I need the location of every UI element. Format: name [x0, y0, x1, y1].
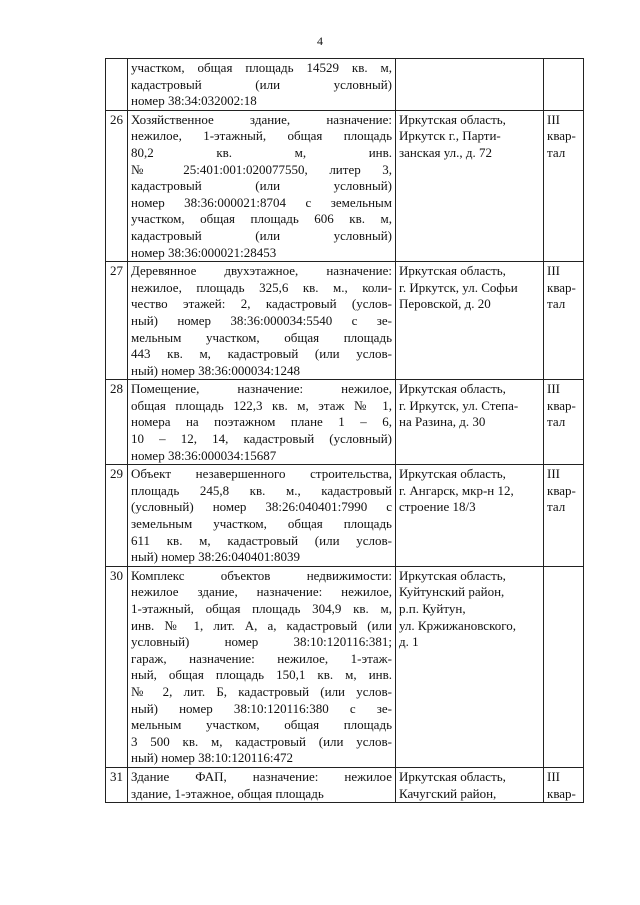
property-description [128, 59, 396, 111]
address-line: г. Иркутск, ул. Степа- [399, 397, 519, 413]
quarter-line: квар- [547, 279, 576, 295]
address-line: Иркутская область, [399, 567, 506, 583]
row-number: 31 [106, 767, 128, 802]
quarter-line: тал [547, 414, 566, 430]
description-line: Помещение, назначение: нежилое, [131, 381, 392, 397]
description-line: площадь 245,8 кв. м., кадастровый [131, 482, 392, 498]
description-line: 10 – 12, 14, кадастровый (условный) [131, 431, 392, 447]
address-line: Иркутская область, [399, 466, 506, 482]
quarter-line: квар- [547, 785, 576, 801]
property-table [105, 58, 584, 803]
sale-quarter [544, 59, 584, 111]
description-line: ный) номер 38:10:120116:472 [131, 750, 294, 766]
description-line: Объект незавершенного строительства, [131, 466, 392, 482]
quarter-line: квар- [547, 128, 576, 144]
table-row [106, 566, 584, 767]
property-address [396, 110, 544, 261]
description-line: кадастровый (или условный) [131, 227, 392, 243]
address-line: г. Ангарск, мкр-н 12, [399, 482, 514, 498]
description-line: ный) номер 38:10:120116:380 с зе- [131, 700, 392, 716]
description-line: Деревянное двухэтажное, назначение: [131, 263, 392, 279]
property-description [128, 767, 396, 802]
description-line: мельным участком, общая площадь [131, 717, 392, 733]
row-number: 27 [106, 262, 128, 380]
description-line: гараж, назначение: нежилое, 1-этаж- [131, 650, 392, 666]
description-line: инв. № 1, лит. А, а, кадастровый (или [131, 617, 392, 633]
address-line: Иркутская область, [399, 263, 506, 279]
address-line: занская ул., д. 72 [399, 144, 493, 160]
quarter-line: квар- [547, 482, 576, 498]
description-line: Здание ФАП, назначение: нежилое [131, 768, 392, 784]
description-line: номер 38:34:032002:18 [131, 93, 257, 109]
description-line: нежилое, 1-этажный, общая площадь [131, 128, 392, 144]
row-number [106, 59, 128, 111]
description-line: номера на поэтажном плане 1 – 6, [131, 414, 392, 430]
row-number: 30 [106, 566, 128, 767]
description-line: условный) номер 38:10:120116:381; [131, 634, 392, 650]
property-address [396, 59, 544, 111]
quarter-line: тал [547, 144, 566, 160]
address-line: Качугский район, [399, 785, 497, 801]
quarter-line: III [547, 381, 560, 397]
description-line: 611 кв. м, кадастровый (или услов- [131, 532, 392, 548]
property-description [128, 465, 396, 567]
address-line: р.п. Куйтун, [399, 601, 466, 616]
description-line: № 2, лит. Б, кадастровый (или услов- [131, 683, 392, 699]
quarter-line: III [547, 768, 560, 784]
quarter-line: тал [547, 499, 566, 515]
property-description [128, 262, 396, 380]
property-address [396, 380, 544, 465]
description-line: номер 38:36:000021:8704 с земельным [131, 194, 392, 210]
quarter-line: III [547, 466, 560, 482]
description-line: кадастровый (или условный) [131, 178, 392, 194]
description-line: Хозяйственное здание, назначение: [131, 111, 392, 127]
description-line: кадастровый (или условный) [131, 76, 392, 92]
address-line: Иркутск г., Парти- [399, 128, 501, 144]
description-line: 80,2 кв. м, инв. [131, 144, 392, 160]
description-line: нежилое, площадь 325,6 кв. м., коли- [131, 279, 392, 295]
table-row [106, 59, 584, 111]
quarter-line: III [547, 111, 560, 127]
description-line: участком, общая площадь 14529 кв. м, [131, 60, 392, 75]
description-line: ный) номер 38:36:000034:5540 с зе- [131, 312, 392, 328]
description-line: ный) номер 38:36:000034:1248 [131, 362, 301, 378]
property-description [128, 110, 396, 261]
description-line: чество этажей: 2, кадастровый (услов- [131, 296, 392, 312]
description-line: мельным участком, общая площадь [131, 329, 392, 345]
description-line: 443 кв. м, кадастровый (или услов- [131, 346, 392, 362]
address-line: Куйтунский район, [399, 584, 505, 600]
row-number: 29 [106, 465, 128, 567]
property-address [396, 566, 544, 767]
description-line: земельным участком, общая площадь [131, 516, 392, 532]
description-line: номер 38:36:000021:28453 [131, 244, 277, 260]
description-line: ный, общая площадь 150,1 кв. м, инв. [131, 667, 392, 683]
table-body [106, 59, 584, 803]
address-line: д. 1 [399, 634, 419, 650]
address-line: Иркутская область, [399, 381, 506, 397]
description-line: (условный) номер 38:26:040401:7990 с [131, 499, 392, 515]
row-number: 26 [106, 110, 128, 261]
address-line: на Разина, д. 30 [399, 414, 486, 430]
description-line: ный) номер 38:26:040401:8039 [131, 549, 301, 565]
description-line: нежилое здание, назначение: нежилое, [131, 584, 392, 600]
description-line: общая площадь 122,3 кв. м, этаж № 1, [131, 397, 392, 413]
property-address [396, 262, 544, 380]
description-line: 1-этажный, общая площадь 304,9 кв. м, [131, 601, 392, 616]
sale-quarter [544, 767, 584, 802]
table-row [106, 465, 584, 567]
table-row [106, 380, 584, 465]
address-line: строение 18/3 [399, 499, 476, 515]
property-address [396, 465, 544, 567]
address-line: Иркутская область, [399, 111, 506, 127]
sale-quarter [544, 566, 584, 767]
table-row [106, 262, 584, 380]
property-description [128, 566, 396, 767]
sale-quarter [544, 262, 584, 380]
description-line: 3 500 кв. м, кадастровый (или услов- [131, 733, 392, 749]
property-address [396, 767, 544, 802]
page-number: 4 [317, 34, 323, 48]
table-row [106, 767, 584, 802]
quarter-line: квар- [547, 397, 576, 413]
description-line: № 25:401:001:020077550, литер 3, [131, 161, 392, 177]
address-line: Иркутская область, [399, 768, 506, 784]
address-line: Перовской, д. 20 [399, 296, 491, 312]
row-number: 28 [106, 380, 128, 465]
sale-quarter [544, 110, 584, 261]
sale-quarter [544, 380, 584, 465]
property-description [128, 380, 396, 465]
sale-quarter [544, 465, 584, 567]
address-line: г. Иркутск, ул. Софьи [399, 279, 518, 295]
quarter-line: тал [547, 296, 566, 312]
description-line: здание, 1-этажное, общая площадь [131, 785, 324, 801]
quarter-line: III [547, 263, 560, 279]
description-line: Комплекс объектов недвижимости: [131, 567, 392, 583]
description-line: номер 38:36:000034:15687 [131, 447, 277, 463]
table-row [106, 110, 584, 261]
address-line: ул. Кржижановского, [399, 617, 516, 633]
description-line: участком, общая площадь 606 кв. м, [131, 211, 392, 227]
